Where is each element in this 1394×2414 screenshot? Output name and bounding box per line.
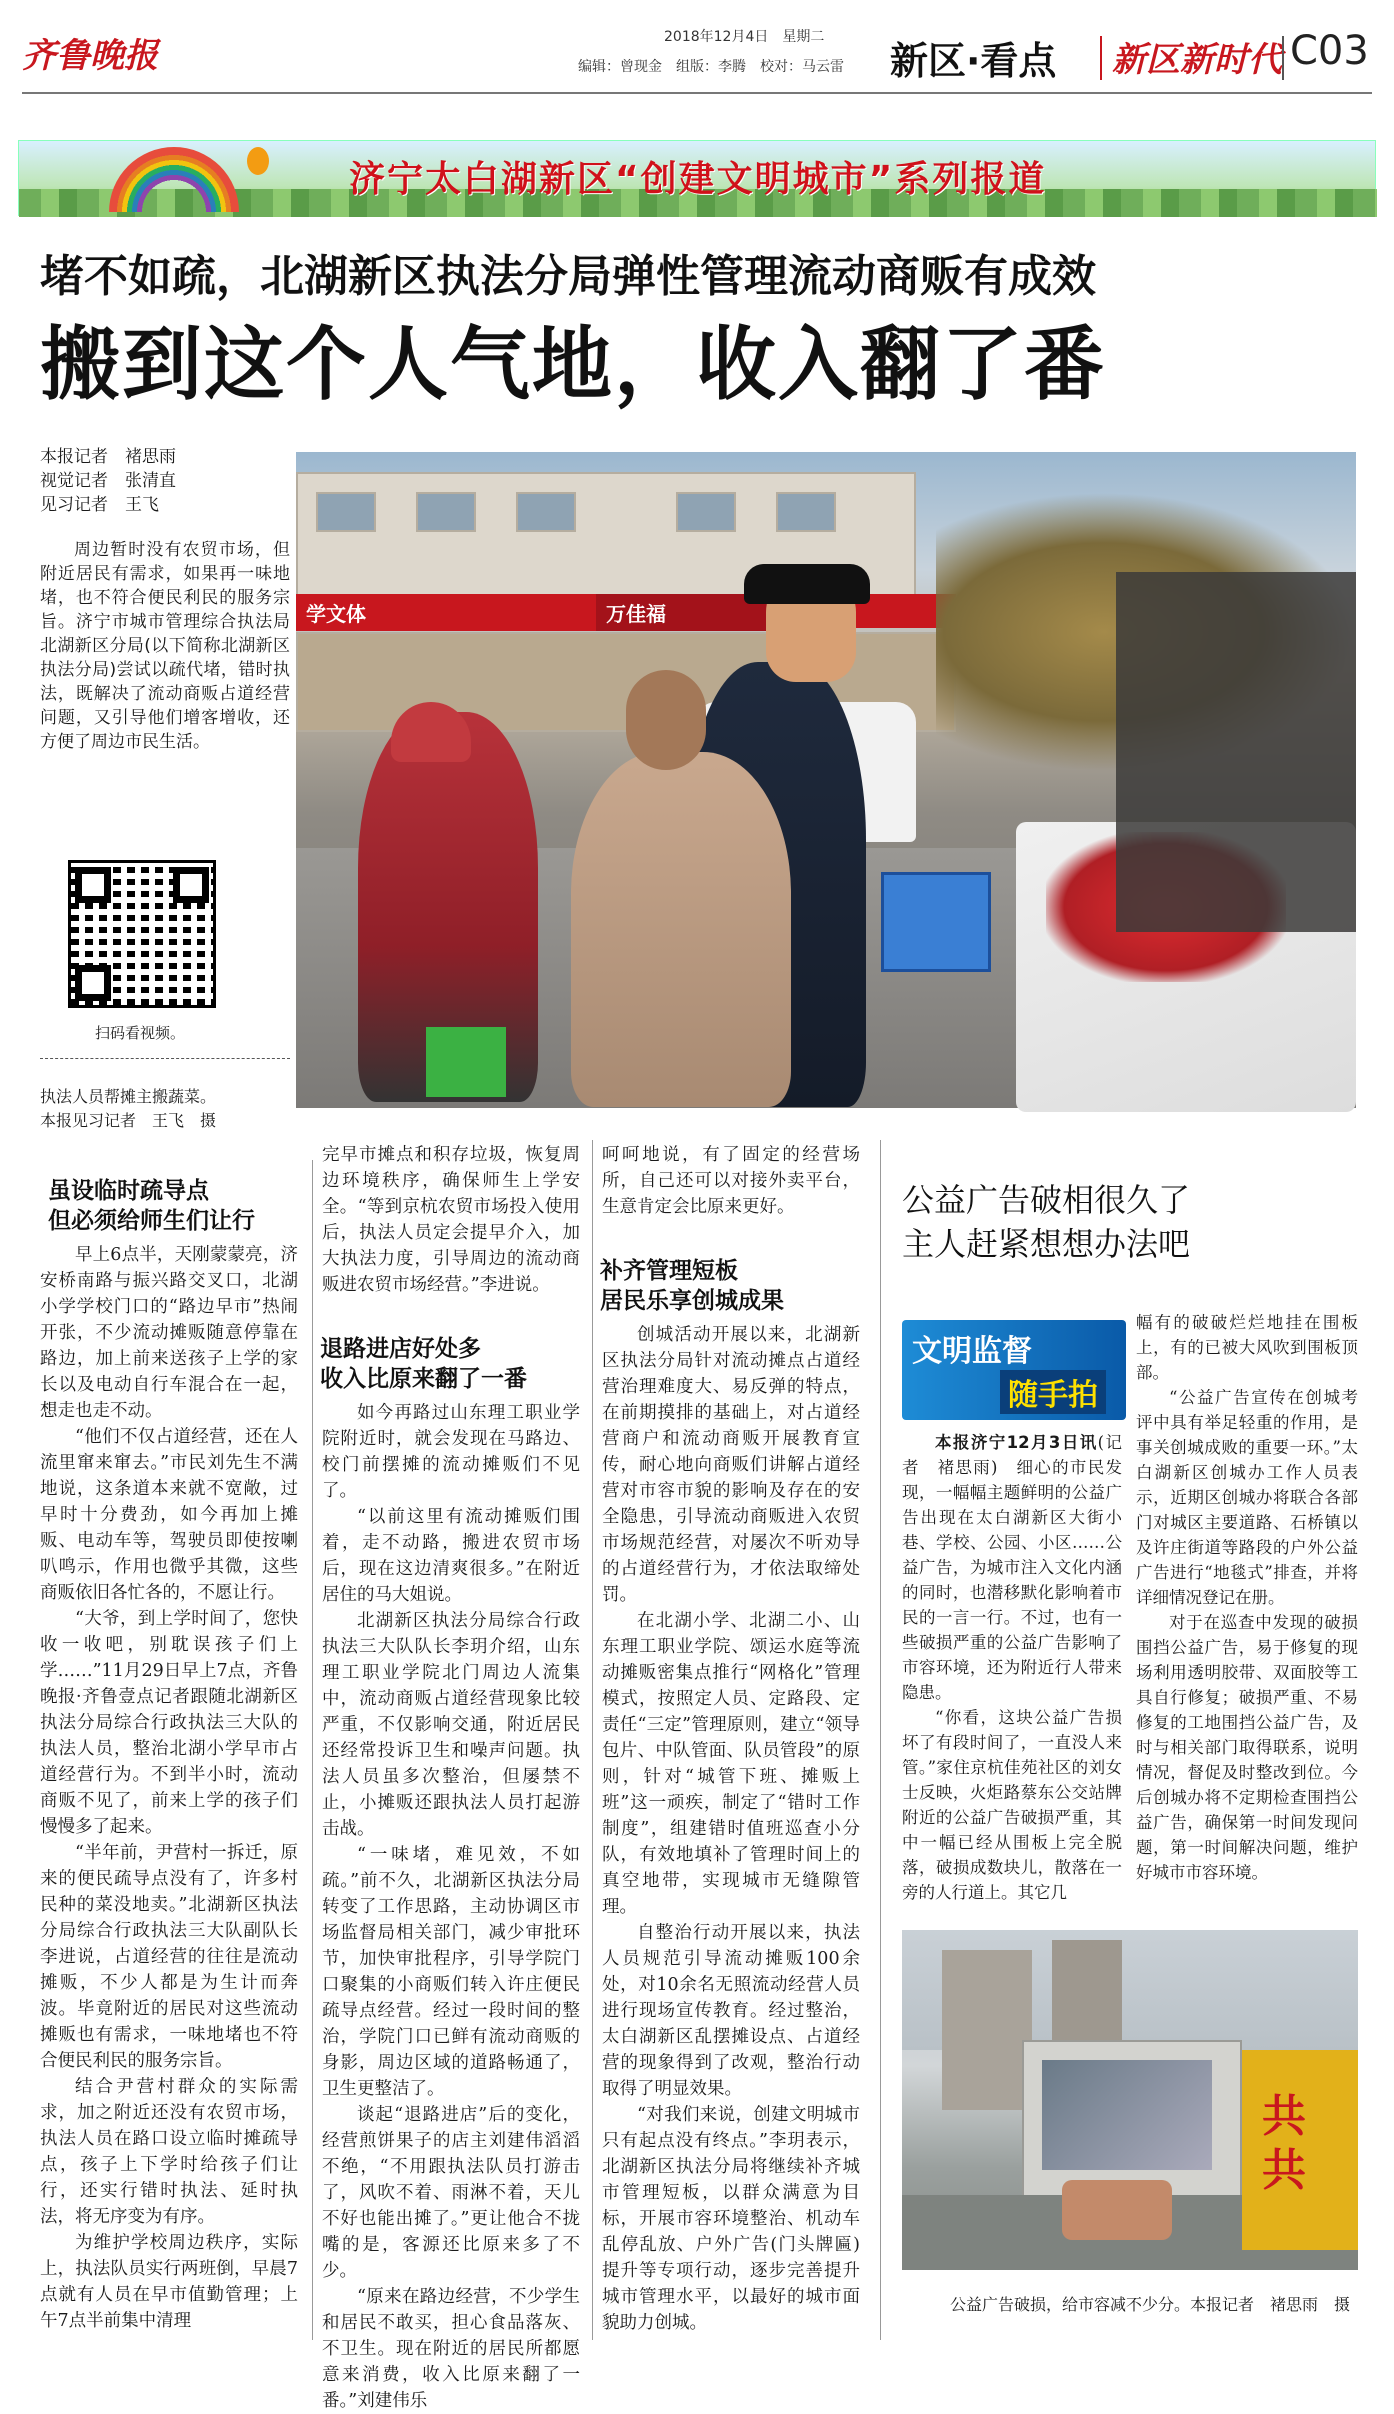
divider [40,1058,290,1059]
paragraph: “对我们来说，创建文明城市只有起点没有终点。”李玥表示，北湖新区执法分局将继续补齐城市管理短板，以群众满意为目标，开展市容环境整治、机动车乱停乱放、户外广告(门头牌匾)提升等专项行动，逐步完善提升城市管理水平，以最好的城市面貌助力创城。 [602,2105,860,2333]
paragraph: 为维护学校周边秩序，实际上，执法队员实行两班倒，早晨7点就有人员在早市值勤管理；上午7点半前集中清理 [40,2233,298,2331]
paragraph: 幅有的破破烂烂地挂在围板上，有的已被大风吹到围板顶部。 [1136,1313,1358,1382]
badge-title: 文明监督 [912,1334,1032,1369]
body-column-1 [40,1242,298,2334]
issue-date [664,26,824,46]
paragraph: 呵呵地说，有了固定的经营场所，自己还可以对接外卖平台，生意肯定会比原来更好。 [602,1145,860,1217]
editor-credits: 编辑：曾现金 组版：李腾 校对：马云雷 [578,59,844,75]
divider [1100,36,1102,80]
shop-sign: 万佳福 [596,594,816,631]
body-column-2b [322,1400,580,2414]
heading-line: 居民乐享创城成果 [600,1288,784,1314]
newspaper-brand: 齐鲁晚报 [22,36,158,76]
paragraph: “以前这里有流动摊贩们围着，走不动路，搬进农贸市场后，现在这边清爽很多。”在附近居住的马大姐说。 [322,1507,580,1605]
date-text: 2018年12月4日 [664,29,769,45]
divider [1282,36,1284,80]
sidebar-column-a [902,1430,1122,1905]
paragraph: “你看，这块公益广告损坏了有段时间了，一直没人来管。”家住京杭佳苑社区的刘女士反映，火炬路蔡东公交站牌附近的公益广告破损严重，其中一幅已经从围板上完全脱落，破损成数块儿，散落在一旁的人行道上。其它几 [902,1708,1122,1902]
body-column-3a [602,1142,860,1220]
byline-line: 本报记者 褚思雨 [40,447,176,467]
page-number: C03 [1290,28,1369,74]
byline-line: 见习记者 王飞 [40,495,159,515]
article-subhead: 堵不如疏，北湖新区执法分局弹性管理流动商贩有成效 [40,251,1096,302]
paragraph: 完早市摊点和积存垃圾，恢复周边环境秩序，确保师生上学安全。“等到京杭农贸市场投入使用后，执法人员定会提早介入，加大执法力度，引导周边的流动商贩进农贸市场经营。”李进说。 [322,1145,580,1295]
sidebar-headline [902,1178,1190,1266]
paragraph: “一味堵，难见效，不如疏。”前不久，北湖新区执法分局转变了工作思路，主动协调区市场监督局相关部门，减少审批环节，加快审批程序，引导学院门口聚集的小商贩们转入许庄便民疏导点经营。经过一段时间的整治，学院门口已鲜有流动商贩的身影，周边区域的道路畅通了，卫生更整洁了。 [322,1845,580,2099]
caption-line: 本报见习记者 王飞 摄 [40,1111,217,1130]
sidebar-photo [902,1930,1358,2270]
headline-line: 公益广告破相很久了 [902,1181,1191,1219]
paragraph: 创城活动开展以来，北湖新区执法分局针对流动摊点占道经营治理难度大、易反弹的特点，在前期摸排的基础上，对占道经营商户和流动商贩开展教育宣传，耐心地向商贩们讲解占道经营对市容市貌的影响及存在的安全隐患，引导流动商贩进入农贸市场规范经营，对屡次不听劝导的占道经营行为，才依法取缔处罚。 [602,1325,860,1605]
heading-line: 补齐管理短板 [600,1258,738,1284]
byline-line: 视觉记者 张清直 [40,471,176,491]
paragraph: 北湖新区执法分局综合行政执法三大队队长李玥介绍，山东理工职业学院北门周边人流集中，流动商贩占道经营现象比较严重，不仅影响交通，附近居民还经常投诉卫生和噪声问题。执法人员虽多次整治，但屡禁不止，小摊贩还跟执法人员打起游击战。 [322,1611,580,1839]
heading-line: 收入比原来翻了一番 [320,1366,527,1392]
paragraph: “半年前，尹营村一拆迁，原来的便民疏导点没有了，许多村民种的菜没地卖。”北湖新区执法分局综合行政执法三大队副队长李进说，占道经营的往往是流动摊贩，不少人都是为生计而奔波。毕竟附近的居民对这些流动摊贩也有需求，一味地堵也不符合便民利民的服务宗旨。 [40,1843,298,2071]
headline-line: 主人赶紧想想办法吧 [902,1225,1191,1263]
poster-char: 共 [1262,2091,1306,2142]
paragraph: 对于在巡查中发现的破损围挡公益广告，易于修复的现场利用透明胶带、双面胶等工具自行修复；破损严重、不易修复的工地围挡公益广告，及时与相关部门取得联系，说明情况，督促及时整改到位。今后创城办将不定期检查围挡公益广告，确保第一时间发现问题，第一时间解决问题，维护好城市市容环境。 [1136,1613,1358,1882]
paragraph: 结合尹营村群众的实际需求，加之附近还没有农贸市场，执法人员在路口设立临时摊疏导点，孩子上下学时给孩子们让行，还实行错时执法、延时执法，将无序变为有序。 [40,2077,298,2227]
sidebar-column-b [1136,1310,1358,1885]
masthead [22,22,1372,94]
section-logo: 新区新时代 [1112,40,1282,80]
poster-char: 共 [1262,2145,1306,2196]
qr-code[interactable] [68,860,216,1008]
heading-line: 退路进店好处多 [320,1336,481,1362]
paragraph: 早上6点半，天刚蒙蒙亮，济安桥南路与振兴路交叉口，北湖小学学校门口的“路边早市”热闹开张，不少流动摊贩随意停靠在路边，加上前来送孩子上学的家长以及电动自行车混合在一起，想走也走不动。 [40,1245,298,1421]
poster-text [1262,2090,1306,2198]
section-heading [600,1256,784,1316]
photo-caption [40,1085,300,1133]
paragraph: “公益广告宣传在创城考评中具有举足轻重的作用，是事关创城成败的重要一环。”太白湖新区创城办工作人员表示，近期区创城办将联合各部门对城区主要道路、石桥镇以及许庄街道等路段的户外公益广告进行“地毯式”排查，并将详细情况登记在册。 [1136,1388,1358,1607]
paragraph: 在北湖小学、北湖二小、山东理工职业学院、颂运水庭等流动摊贩密集点推行“网格化”管理模式，按照定人员、定路段、定责任“三定”管理原则，建立“领导包片、中队管面、队员管段”的原则，针对“城管下班、摊贩上班”这一顽疾，制定了“错时工作制度”，组建错时值班巡查小分队，有效地填补了管理时间上的真空地带，实现城市无缝隙管理。 [602,1611,860,1917]
shop-sign: 学文体 [296,594,596,631]
byline [40,445,290,517]
body-column-3b [602,1322,860,2336]
weekday-text: 星期二 [782,29,825,45]
series-banner [18,140,1376,216]
rainbow-icon [109,147,239,212]
section-title: 新区·看点 [890,39,1057,83]
balloon-icon [247,147,269,175]
badge-subtitle: 随手拍 [1000,1370,1106,1414]
qr-label: 扫码看视频。 [95,1024,186,1042]
heading-line: 但必须给师生们让行 [48,1208,255,1234]
article-intro: 周边暂时没有农贸市场，但附近居民有需求，如果再一味地堵，也不符合便民利民的服务宗旨。济宁市城市管理综合执法局北湖新区分局(以下简称北湖新区执法分局)尝试以疏代堵，错时执法，既解决了流动商贩占道经营问题，又引导他们增客增收，还方便了周边市民生活。 [40,540,290,752]
section-heading [320,1334,527,1394]
sidebar-photo-caption: 公益广告破损，给市容减不少分。本报记者 褚思雨 摄 [950,2295,1351,2314]
dateline: 本报济宁12月3日讯 [935,1433,1098,1452]
main-photo [296,452,1356,1108]
paragraph: “大爷，到上学时间了，您快收一收吧，别耽误孩子们上学……”11月29日早上7点，齐鲁晚报·齐鲁壹点记者跟随北湖新区执法分局综合行政执法三大队的执法人员，整治北湖小学早市占道经营行为。不到半小时，流动商贩不见了，前来上学的孩子们慢慢多了起来。 [40,1609,298,1837]
paragraph: “原来在路边经营，不少学生和居民不敢买，担心食品落灰、不卫生。现在附近的居民所都愿意来消费，收入比原来翻了一番。”刘建伟乐 [322,2287,580,2411]
paragraph: “他们不仅占道经营，还在人流里窜来窜去。”市民刘先生不满地说，这条道本来就不宽敞，过早时十分费劲，如今再加上摊贩、电动车等，驾驶员即使按喇叭鸣示，作用也微乎其微，这些商贩依旧各忙各的，不愿让行。 [40,1427,298,1603]
paragraph [902,1430,1122,1705]
heading-line: 虽设临时疏导点 [48,1178,209,1204]
body-column-2a [322,1142,580,1298]
caption-line: 执法人员帮摊主搬蔬菜。 [40,1087,217,1106]
paragraph-text: (记者 褚思雨) 细心的市民发现，一幅幅主题鲜明的公益广告出现在太白湖新区大街小巷、学校、公园、小区……公益广告，为城市注入文化内涵的同时，也潜移默化影响着市民的一言一行。不过，也有一些破损严重的公益广告影响了市容环境，还为附近行人带来隐患。 [902,1433,1122,1702]
paragraph: 自整治行动开展以来，执法人员规范引导流动摊贩100余处，对10余名无照流动经营人员进行现场宣传教育。经过整治，太白湖新区乱摆摊设点、占道经营的现象得到了改观，整治行动取得了明显效果。 [602,1923,860,2099]
banner-title: 济宁太白湖新区“创建文明城市”系列报道 [349,159,1047,200]
article-headline: 搬到这个人气地，收入翻了番 [40,318,1106,411]
paragraph: 谈起“退路进店”后的变化，经营煎饼果子的店主刘建伟滔滔不绝，“不用跟执法队员打游击了，风吹不着、雨淋不着，天儿不好也能出摊了。”更让他合不拢嘴的是，客源还比原来多了不少。 [322,2105,580,2281]
section-heading [48,1176,255,1236]
paragraph: 如今再路过山东理工职业学院附近时，就会发现在马路边、校门前摆摊的流动摊贩们不见了。 [322,1403,580,1501]
